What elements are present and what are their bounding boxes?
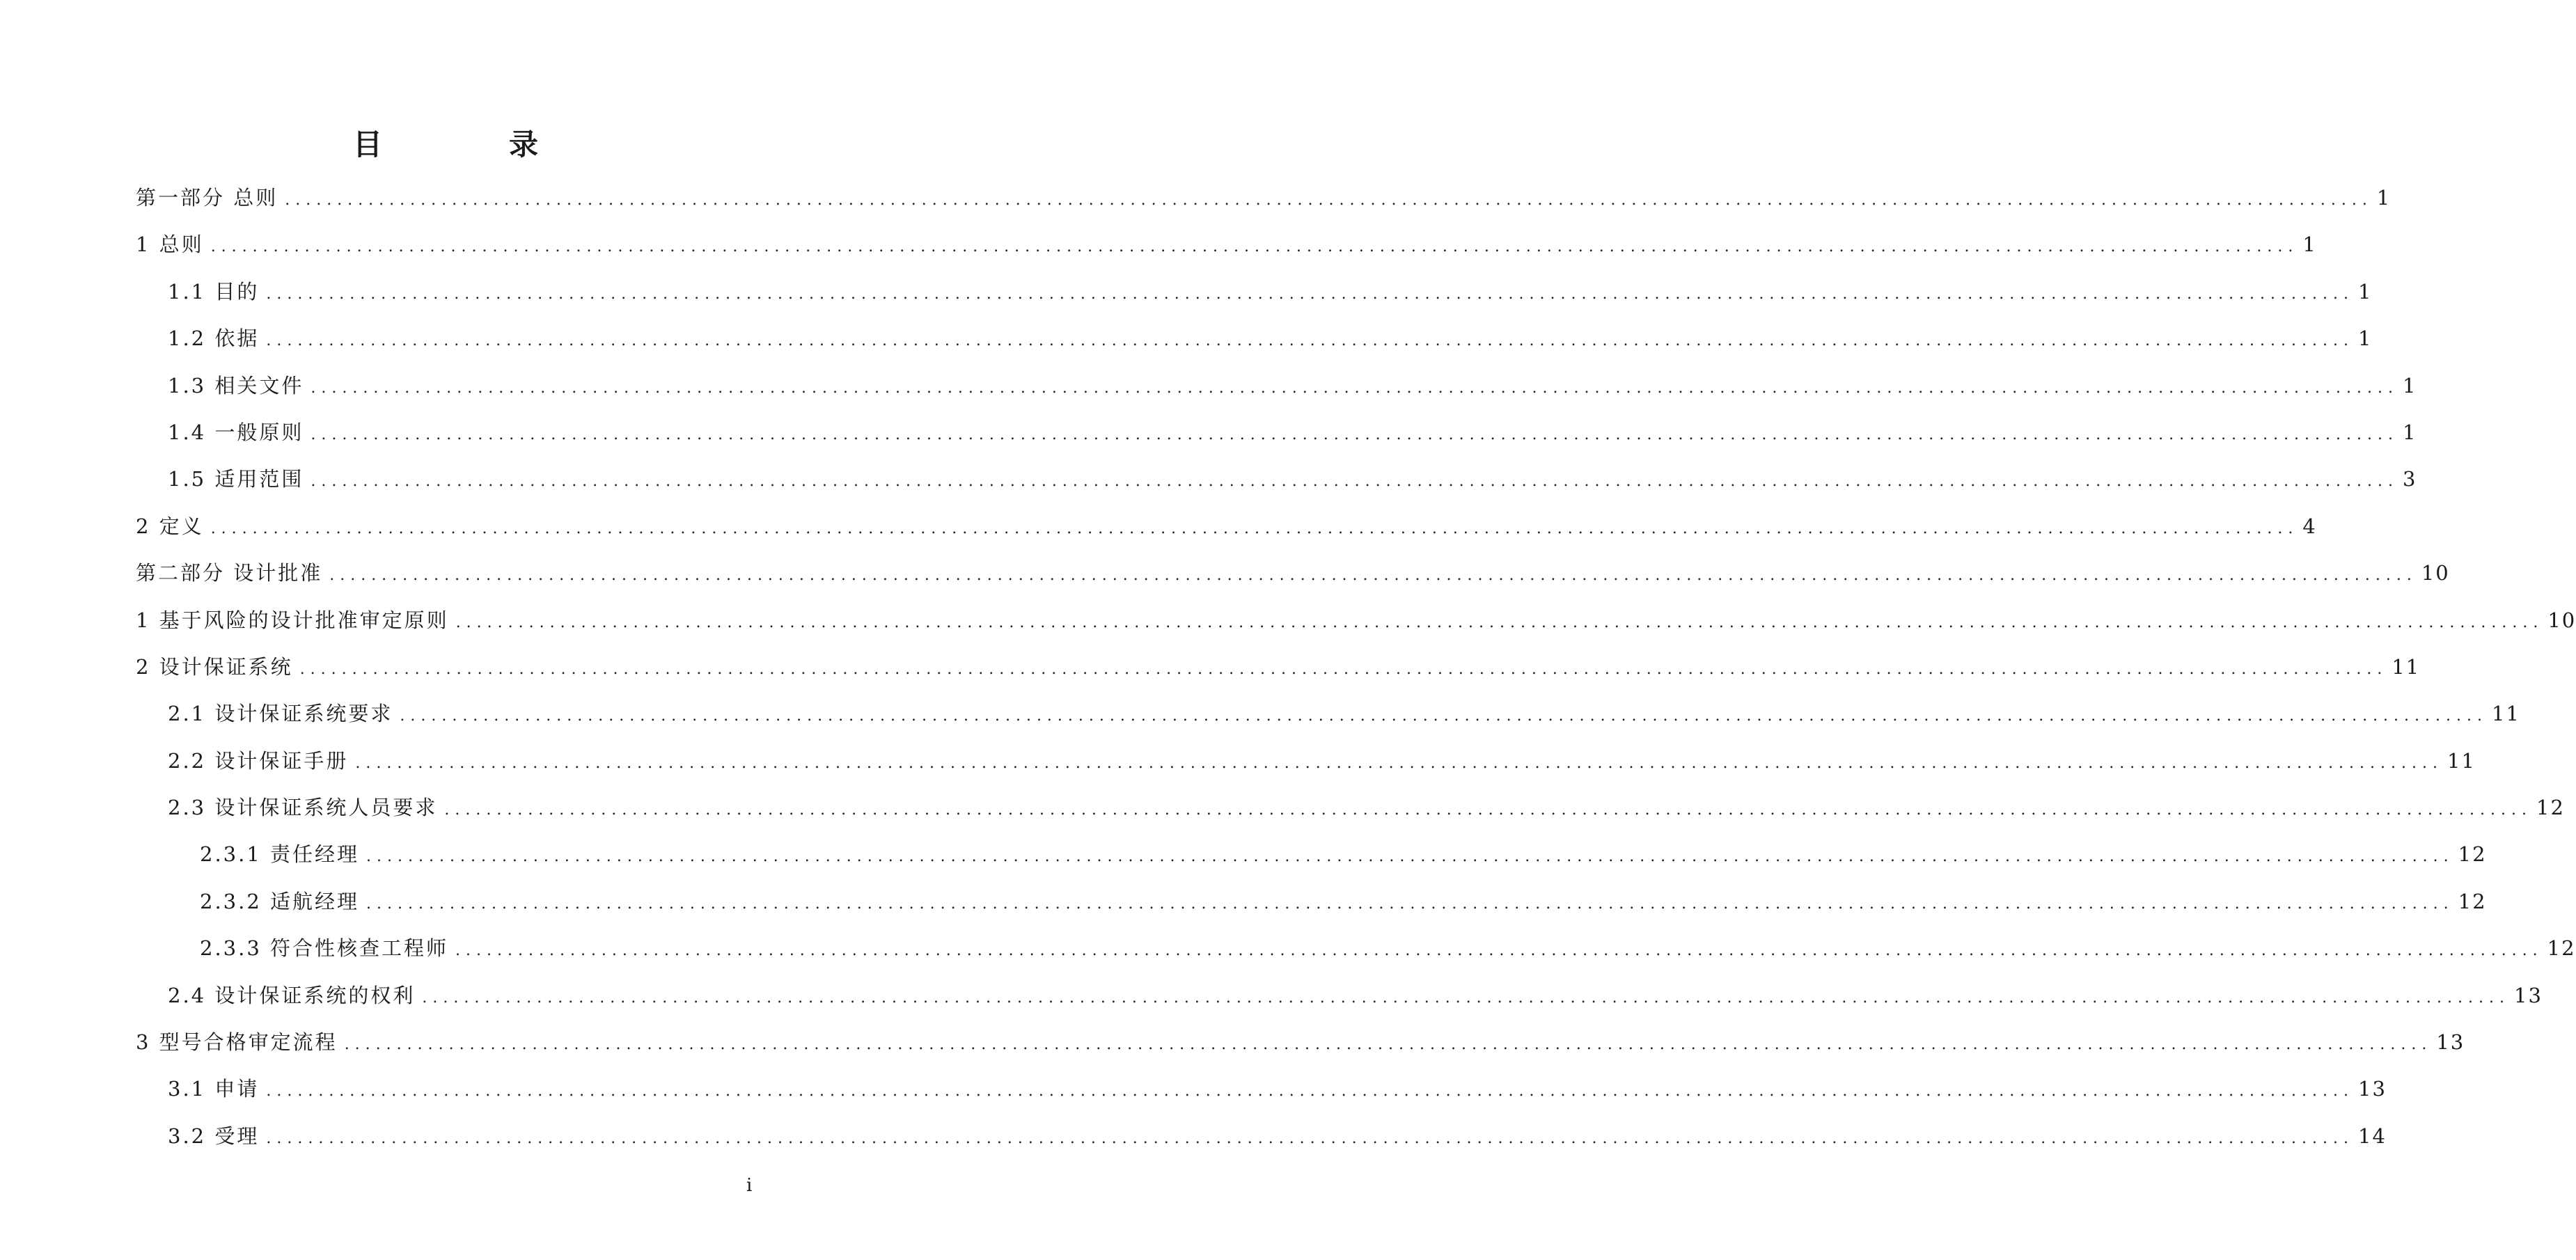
toc-entry-number: 2.3.1 bbox=[200, 842, 271, 867]
toc-entry[interactable] bbox=[136, 888, 2487, 934]
toc-dot-leader: ........................................................................................................................................................................................................ bbox=[344, 1036, 2433, 1054]
toc-entry-page-number: 12 bbox=[2536, 796, 2565, 820]
toc-entry-page-number: 12 bbox=[2458, 889, 2487, 913]
toc-dot-leader: ........................................................................................................................................................................................................ bbox=[455, 942, 2543, 960]
toc-entry[interactable] bbox=[136, 372, 2417, 418]
toc-entry-number: 3 bbox=[136, 1030, 159, 1055]
toc-dot-leader: ........................................................................................................................................................................................................ bbox=[266, 1129, 2354, 1147]
footer-page-number: i bbox=[746, 1175, 753, 1196]
toc-entry-title: 设计保证手册 bbox=[214, 748, 349, 773]
toc-entry-number: 1.5 bbox=[168, 467, 215, 491]
toc-entry-number: 2 bbox=[136, 514, 159, 538]
toc-entry[interactable] bbox=[136, 747, 2476, 794]
toc-entry-title: 受理 bbox=[214, 1124, 260, 1148]
toc-dot-leader: ........................................................................................................................................................................................................ bbox=[266, 285, 2354, 303]
toc-entry-title: 责任经理 bbox=[270, 842, 360, 867]
toc-dot-leader: ........................................................................................................................................................................................................ bbox=[311, 379, 2398, 397]
table-of-contents bbox=[136, 184, 2576, 1169]
toc-entry-page-number: 1 bbox=[2403, 373, 2417, 397]
toc-entry-page-number: 11 bbox=[2392, 654, 2421, 679]
toc-dot-leader: ........................................................................................................................................................................................................ bbox=[422, 989, 2510, 1007]
toc-dot-leader: ........................................................................................................................................................................................................ bbox=[355, 754, 2443, 772]
toc-entry-number: 1.1 bbox=[168, 279, 215, 304]
toc-entry-number: 1.3 bbox=[168, 373, 215, 397]
toc-entry-number: 3.1 bbox=[168, 1077, 215, 1101]
toc-entry-number: 1.2 bbox=[168, 326, 215, 351]
toc-dot-leader: ........................................................................................................................................................................................................ bbox=[444, 801, 2532, 819]
toc-entry-number: 2 bbox=[136, 654, 159, 679]
toc-entry[interactable] bbox=[136, 559, 2450, 606]
toc-entry-title: 基于风险的设计批准审定原则 bbox=[159, 608, 449, 632]
toc-entry[interactable] bbox=[136, 230, 2317, 277]
toc-entry-page-number: 1 bbox=[2358, 326, 2373, 351]
toc-entry-number: 3.2 bbox=[168, 1124, 215, 1148]
toc-entry-number: 2.3 bbox=[168, 796, 215, 820]
toc-entry-title: 适用范围 bbox=[214, 467, 304, 491]
toc-entry[interactable] bbox=[136, 324, 2373, 371]
toc-entry[interactable] bbox=[136, 418, 2417, 465]
toc-entry[interactable] bbox=[136, 653, 2421, 700]
toc-entry-page-number: 1 bbox=[2302, 233, 2317, 257]
toc-entry-title: 适航经理 bbox=[270, 889, 360, 913]
toc-dot-leader: ........................................................................................................................................................................................................ bbox=[299, 660, 2388, 678]
toc-entry-page-number: 10 bbox=[2421, 561, 2450, 585]
toc-entry-page-number: 11 bbox=[2447, 748, 2476, 773]
toc-entry-title: 符合性核查工程师 bbox=[270, 936, 449, 961]
toc-entry-title: 依据 bbox=[214, 326, 260, 351]
toc-dot-leader: ........................................................................................................................................................................................................ bbox=[266, 332, 2354, 350]
toc-entry-page-number: 4 bbox=[2302, 514, 2317, 538]
toc-entry-title: 设计保证系统人员要求 bbox=[214, 796, 438, 820]
toc-entry-page-number: 13 bbox=[2358, 1077, 2387, 1101]
toc-entry-number: 2.2 bbox=[168, 748, 215, 773]
toc-entry-page-number: 13 bbox=[2436, 1030, 2465, 1055]
toc-entry-title: 总则 bbox=[159, 233, 204, 257]
toc-dot-leader: ........................................................................................................................................................................................................ bbox=[285, 191, 2373, 209]
toc-dot-leader: ........................................................................................................................................................................................................ bbox=[311, 473, 2398, 491]
toc-entry-page-number: 12 bbox=[2547, 936, 2576, 961]
toc-dot-leader: ........................................................................................................................................................................................................ bbox=[266, 1082, 2354, 1101]
toc-entry-page-number: 12 bbox=[2458, 842, 2487, 867]
toc-entry[interactable] bbox=[136, 184, 2392, 230]
toc-entry-title: 一般原则 bbox=[214, 420, 304, 444]
toc-entry-number: 2.4 bbox=[168, 983, 215, 1007]
toc-entry-page-number: 10 bbox=[2547, 608, 2576, 632]
toc-entry-title: 相关文件 bbox=[214, 373, 304, 397]
toc-entry-page-number: 1 bbox=[2403, 420, 2417, 444]
toc-entry[interactable] bbox=[136, 465, 2417, 512]
toc-entry-page-number: 1 bbox=[2358, 279, 2373, 304]
toc-entry-number: 2.1 bbox=[168, 702, 215, 726]
toc-entry-title: 定义 bbox=[159, 514, 204, 538]
toc-entry[interactable] bbox=[136, 1075, 2387, 1121]
toc-dot-leader: ........................................................................................................................................................................................................ bbox=[455, 613, 2544, 631]
toc-dot-leader: ........................................................................................................................................................................................................ bbox=[400, 707, 2488, 725]
toc-entry[interactable] bbox=[136, 934, 2576, 981]
toc-dot-leader: ........................................................................................................................................................................................................ bbox=[329, 567, 2417, 585]
toc-entry-number: 2.3.3 bbox=[200, 936, 271, 961]
toc-entry-page-number: 1 bbox=[2376, 186, 2392, 210]
toc-dot-leader: ........................................................................................................................................................................................................ bbox=[311, 425, 2398, 443]
toc-entry[interactable] bbox=[136, 700, 2520, 746]
toc-entry-title: 设计保证系统 bbox=[159, 654, 293, 679]
toc-dot-leader: ........................................................................................................................................................................................................ bbox=[366, 848, 2454, 866]
toc-entry[interactable] bbox=[136, 512, 2317, 559]
toc-entry[interactable] bbox=[136, 1122, 2387, 1169]
toc-entry-number: 1 bbox=[136, 233, 159, 257]
toc-entry-page-number: 14 bbox=[2358, 1124, 2387, 1148]
toc-entry-title: 第一部分 总则 bbox=[136, 186, 278, 210]
toc-entry-number: 1.4 bbox=[168, 420, 215, 444]
toc-dot-leader: ........................................................................................................................................................................................................ bbox=[210, 519, 2299, 537]
toc-entry[interactable] bbox=[136, 840, 2487, 887]
toc-entry[interactable] bbox=[136, 278, 2373, 324]
toc-entry-page-number: 3 bbox=[2403, 467, 2417, 491]
toc-entry-title: 设计保证系统要求 bbox=[214, 702, 393, 726]
toc-entry-title: 申请 bbox=[214, 1077, 260, 1101]
toc-entry[interactable] bbox=[136, 1028, 2465, 1075]
toc-entry-page-number: 13 bbox=[2514, 983, 2543, 1007]
page-title: 目 录 bbox=[352, 127, 587, 162]
toc-entry-title: 目的 bbox=[214, 279, 260, 304]
toc-dot-leader: ........................................................................................................................................................................................................ bbox=[210, 238, 2299, 256]
toc-dot-leader: ........................................................................................................................................................................................................ bbox=[366, 895, 2454, 913]
toc-entry[interactable] bbox=[136, 794, 2565, 840]
toc-entry-number: 2.3.2 bbox=[200, 889, 271, 913]
toc-entry[interactable] bbox=[136, 606, 2576, 653]
toc-entry-title: 型号合格审定流程 bbox=[159, 1030, 338, 1055]
toc-entry-title: 第二部分 设计批准 bbox=[136, 561, 323, 585]
toc-entry-page-number: 11 bbox=[2492, 702, 2520, 726]
toc-entry-title: 设计保证系统的权利 bbox=[214, 983, 416, 1007]
toc-entry[interactable] bbox=[136, 982, 2543, 1028]
toc-entry-number: 1 bbox=[136, 608, 159, 632]
